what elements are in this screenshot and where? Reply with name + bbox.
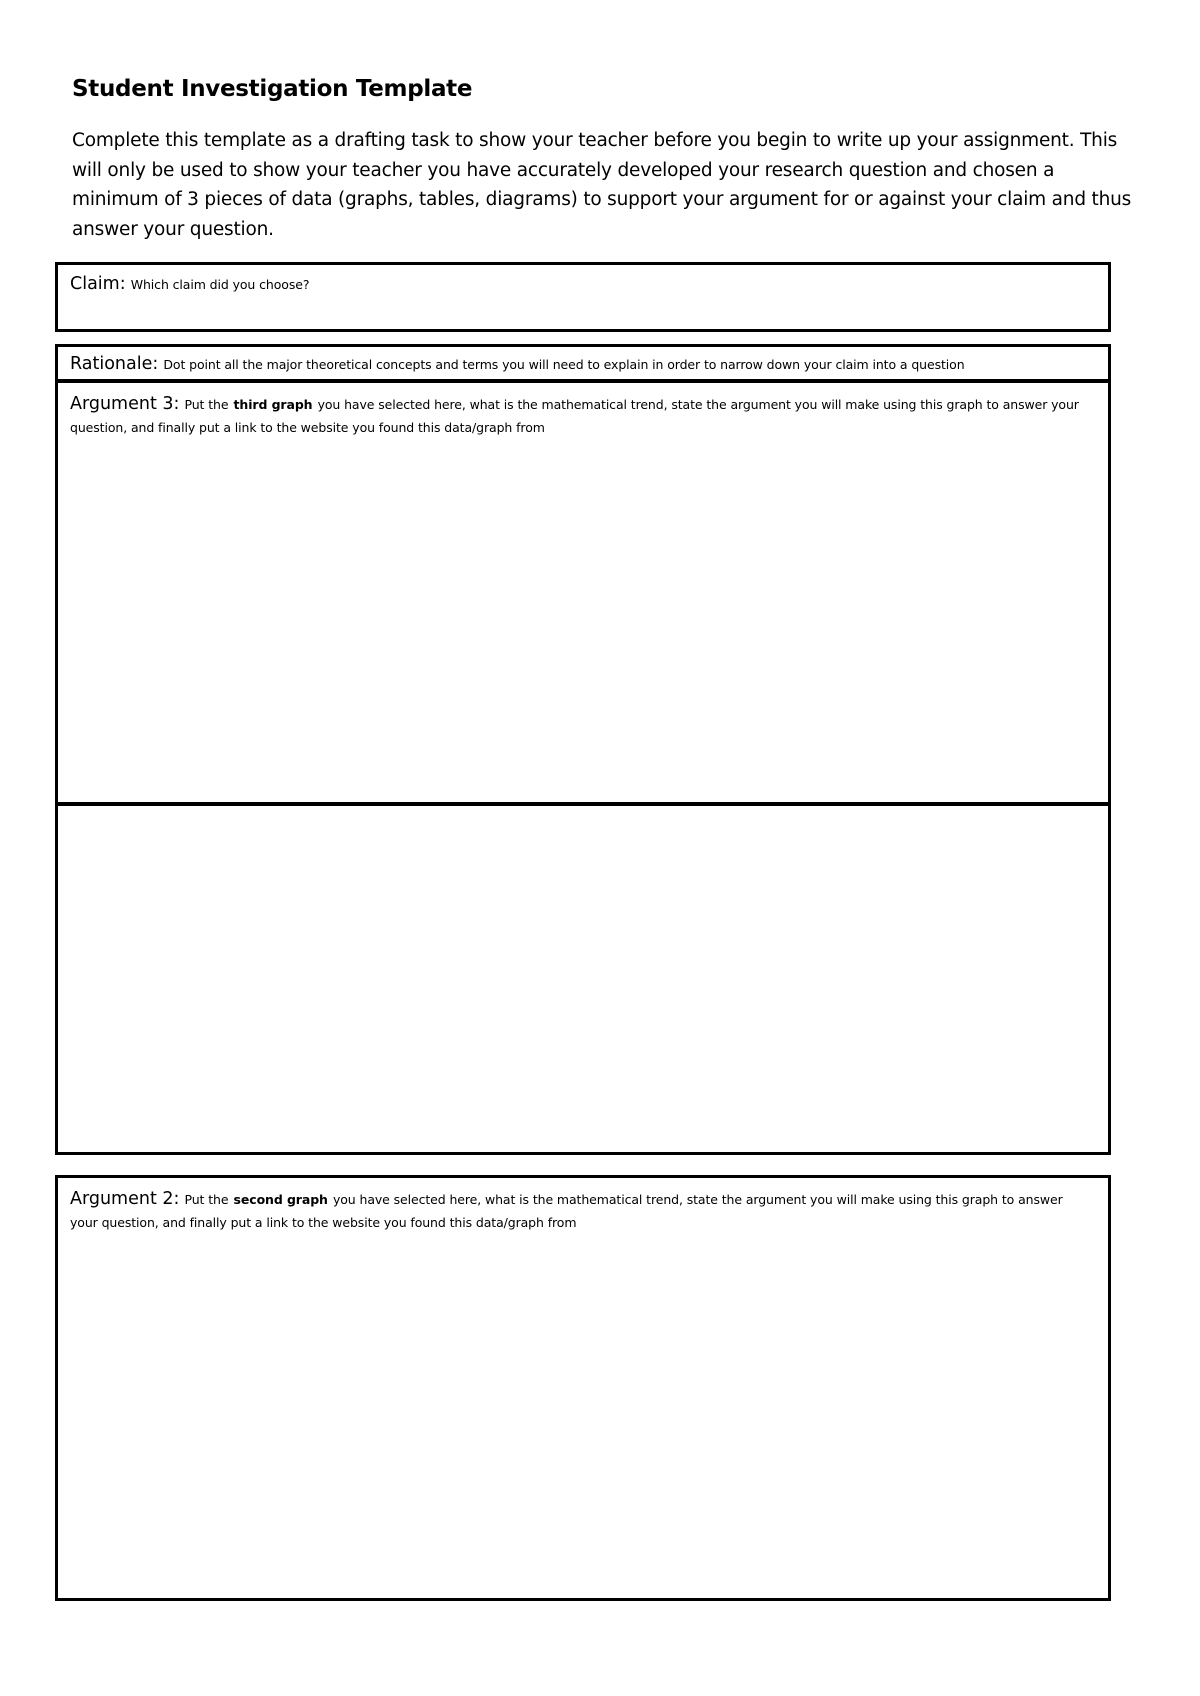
argument-2-header [70, 1188, 1094, 1234]
argument-3-header [70, 393, 1094, 439]
argument-2-label: Argument 2: [70, 1189, 180, 1209]
rationale-header [70, 353, 1094, 376]
blank-response-box[interactable] [55, 803, 1111, 1155]
argument-2-description-end: you have selected here, what is the mathematical trend, state the argument you will make using this graph to answer your question, and finally put a link to the website you found this data/graph from [70, 1192, 1063, 1230]
argument-2-description-start: Put the [184, 1192, 229, 1207]
rationale-label: Rationale: [70, 354, 159, 374]
claim-label: Claim: [70, 274, 126, 294]
claim-box[interactable] [55, 262, 1111, 332]
rationale-description: Dot point all the major theoretical concepts and terms you will need to explain in order to narrow down your claim into a question [163, 357, 965, 372]
argument-3-description-end: you have selected here, what is the mathematical trend, state the argument you will make using this graph to answer your question, and finally put a link to the website you found this data/graph from [70, 397, 1079, 435]
argument-2-description-emphasis: second graph [233, 1192, 328, 1207]
argument-2-box[interactable] [55, 1175, 1111, 1601]
argument-3-description-start: Put the [184, 397, 229, 412]
claim-description: Which claim did you choose? [130, 277, 310, 292]
intro-paragraph: Complete this template as a drafting task to show your teacher before you begin to write up your assignment. This will only be used to show your teacher you have accurately developed your research question and chosen a minimum of 3 pieces of data (graphs, tables, diagrams) to support your argument for or against your claim and thus answer your question. [72, 130, 1132, 240]
argument-3-description-emphasis: third graph [233, 397, 313, 412]
argument-3-box[interactable] [55, 380, 1111, 805]
argument-3-label: Argument 3: [70, 394, 180, 414]
rationale-box[interactable] [55, 344, 1111, 382]
claim-header [70, 273, 1094, 296]
page-title: Student Investigation Template [72, 76, 473, 102]
